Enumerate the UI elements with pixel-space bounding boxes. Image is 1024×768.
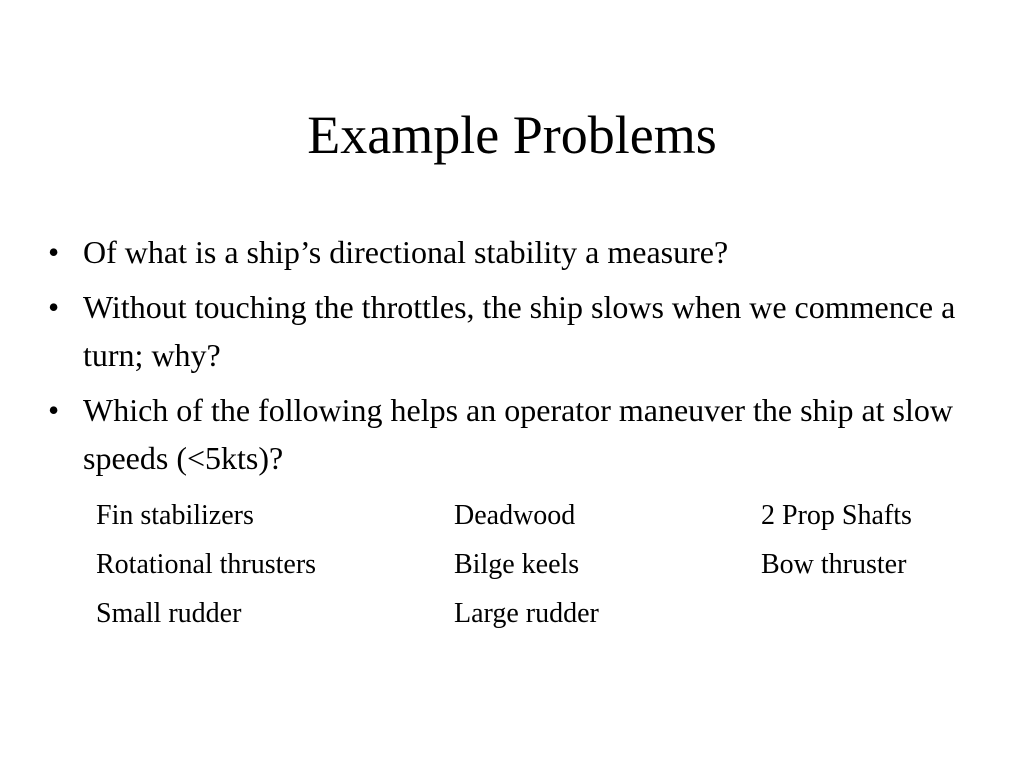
bullet-dot-icon: • [48,392,60,428]
option-fin-stabilizers: Fin stabilizers [96,500,254,531]
option-rotational-thrusters: Rotational thrusters [96,549,317,580]
slide-title: Example Problems [307,105,717,165]
option-bow-thruster: Bow thruster [761,549,907,580]
option-2-prop-shafts: 2 Prop Shafts [761,500,912,531]
bullet-item [48,386,988,482]
option-row [96,592,996,641]
bullet-item [48,228,988,276]
bullet-item [48,283,988,379]
bullet-dot-icon: • [48,289,60,325]
bullet-text: Which of the following helps an operator maneuver the ship at slow speeds (<5kts)? [83,392,953,476]
option-row [96,494,996,543]
option-small-rudder: Small rudder [96,598,242,629]
bullet-list [48,228,988,489]
bullet-dot-icon: • [48,234,60,270]
bullet-text: Without touching the throttles, the ship slows when we commence a turn; why? [83,289,956,373]
option-row [96,543,996,592]
answer-options [96,494,996,641]
option-bilge-keels: Bilge keels [454,549,580,580]
option-deadwood: Deadwood [454,500,576,531]
option-large-rudder: Large rudder [454,598,599,629]
bullet-text: Of what is a ship’s directional stability a measure? [83,234,729,270]
